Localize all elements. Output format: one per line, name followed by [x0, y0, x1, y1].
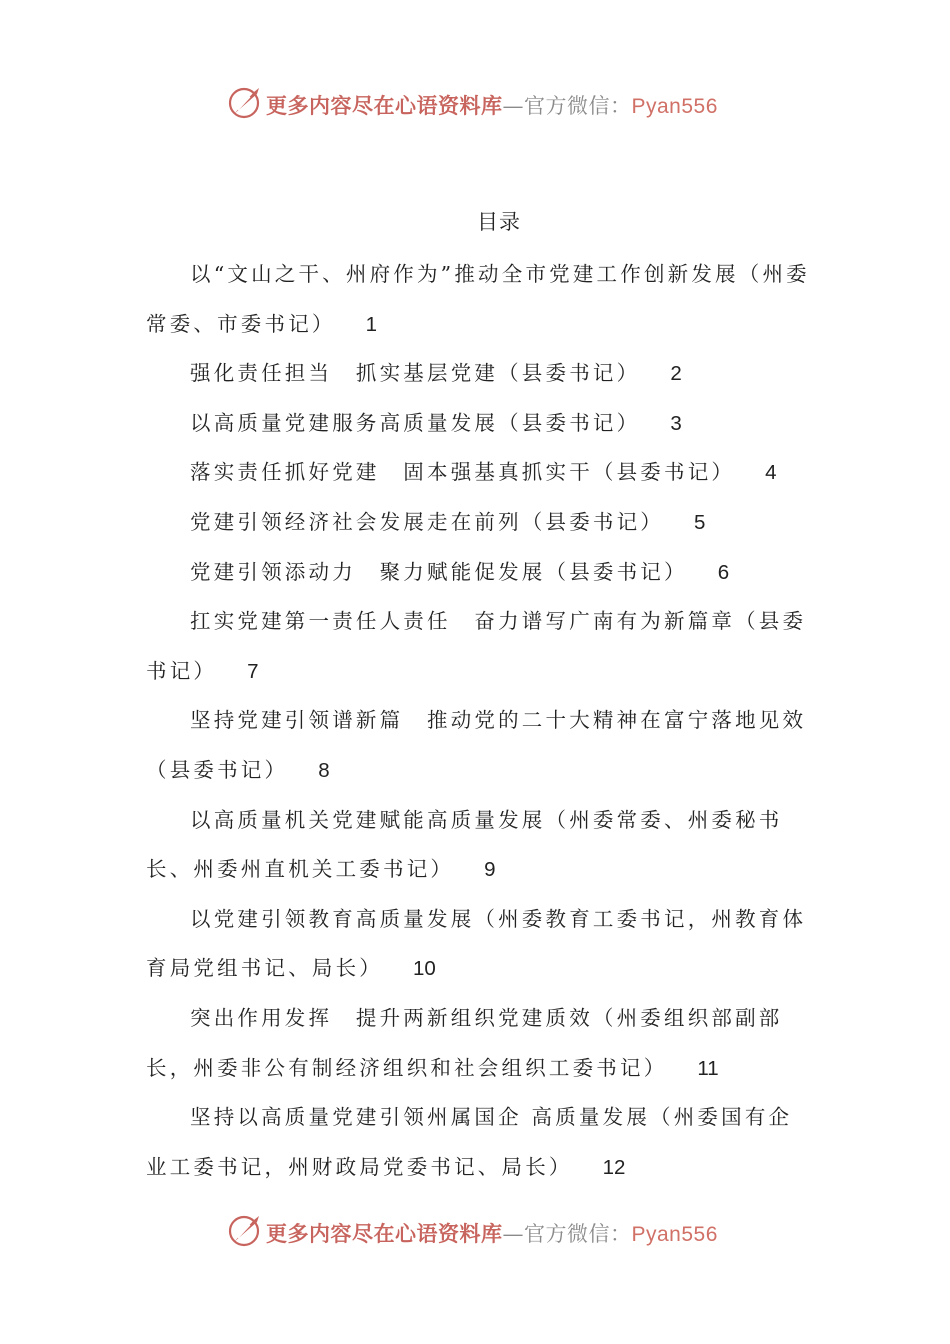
toc-entry[interactable]	[146, 994, 810, 1093]
toc-entry[interactable]	[146, 1093, 810, 1192]
watermark-separator: —	[502, 1222, 524, 1246]
toc-entry-page: 3	[670, 411, 682, 435]
quill-logo-icon	[228, 84, 264, 120]
toc-entry-text: 以高质量党建服务高质量发展（县委书记）	[190, 410, 641, 435]
toc-entry-text: 落实责任抓好党建 固本强基真抓实干（县委书记）	[190, 460, 736, 485]
toc-entry-page: 12	[602, 1155, 626, 1179]
toc-entry-page: 8	[318, 758, 330, 782]
footer-watermark	[0, 1210, 950, 1254]
toc-entry[interactable]	[146, 696, 810, 795]
watermark-contact-id: Pyan556	[631, 95, 718, 118]
toc-entry[interactable]	[146, 399, 810, 449]
toc-entry-text: 以“文山之干、州府作为”推动全市党建工作创新发展（州委常委、市委书记）	[146, 262, 810, 336]
toc-entry[interactable]	[146, 448, 810, 498]
watermark-contact-id: Pyan556	[631, 1223, 718, 1246]
toc-entry-text: 以高质量机关党建赋能高质量发展（州委常委、州委秘书长、州委州直机关工委书记）	[146, 807, 783, 882]
watermark-text	[266, 90, 718, 120]
toc-entry-text: 以党建引领教育高质量发展（州委教育工委书记，州教育体育局党组书记、局长）	[146, 906, 807, 981]
toc-entry-page: 10	[413, 957, 436, 981]
toc-entry[interactable]	[146, 597, 810, 696]
toc-entry-text: 强化责任担当 抓实基层党建（县委书记）	[190, 361, 641, 386]
watermark-contact-label: 官方微信：	[524, 94, 632, 118]
toc-list	[146, 250, 810, 1192]
toc-entry-page: 5	[694, 510, 706, 534]
header-watermark	[0, 82, 950, 126]
watermark-separator: —	[502, 94, 524, 118]
toc-entry-text: 坚持党建引领谱新篇 推动党的二十大精神在富宁落地见效（县委书记）	[146, 708, 807, 782]
toc-entry-text: 党建引领经济社会发展走在前列（县委书记）	[190, 509, 664, 534]
toc-entry-page: 2	[670, 362, 682, 386]
toc-entry[interactable]	[146, 349, 810, 399]
toc-entry-page: 6	[717, 560, 730, 584]
toc-entry-text: 坚持以高质量党建引领州属国企 高质量发展（州委国有企业工委书记，州财政局党委书记、局长）	[146, 1105, 793, 1179]
toc-entry-page: 7	[247, 659, 259, 683]
toc-entry-page: 1	[365, 312, 378, 336]
watermark-contact-label: 官方微信：	[524, 1222, 632, 1246]
toc-entry[interactable]	[146, 895, 810, 994]
toc-entry-page: 4	[765, 461, 777, 485]
toc-entry-text: 突出作用发挥 提升两新组织党建质效（州委组织部副部长，州委非公有制经济组织和社会组织工委书记）	[146, 1005, 783, 1080]
toc-entry-text: 扛实党建第一责任人责任 奋力谱写广南有为新篇章（县委书记）	[146, 609, 807, 683]
watermark-site: 更多内容尽在心语资料库	[266, 93, 503, 118]
watermark-text	[266, 1218, 718, 1248]
toc-entry-page: 9	[484, 858, 496, 882]
toc-entry[interactable]	[146, 548, 810, 598]
toc-entry-page: 11	[697, 1056, 719, 1080]
quill-logo-icon	[228, 1212, 264, 1248]
toc-entry[interactable]	[146, 250, 810, 349]
toc-title: 目录	[477, 210, 521, 234]
toc-entry-text: 党建引领添动力 聚力赋能促发展（县委书记）	[190, 559, 688, 584]
toc-entry[interactable]	[146, 796, 810, 895]
watermark-site: 更多内容尽在心语资料库	[266, 1221, 503, 1246]
toc-entry[interactable]	[146, 498, 810, 548]
